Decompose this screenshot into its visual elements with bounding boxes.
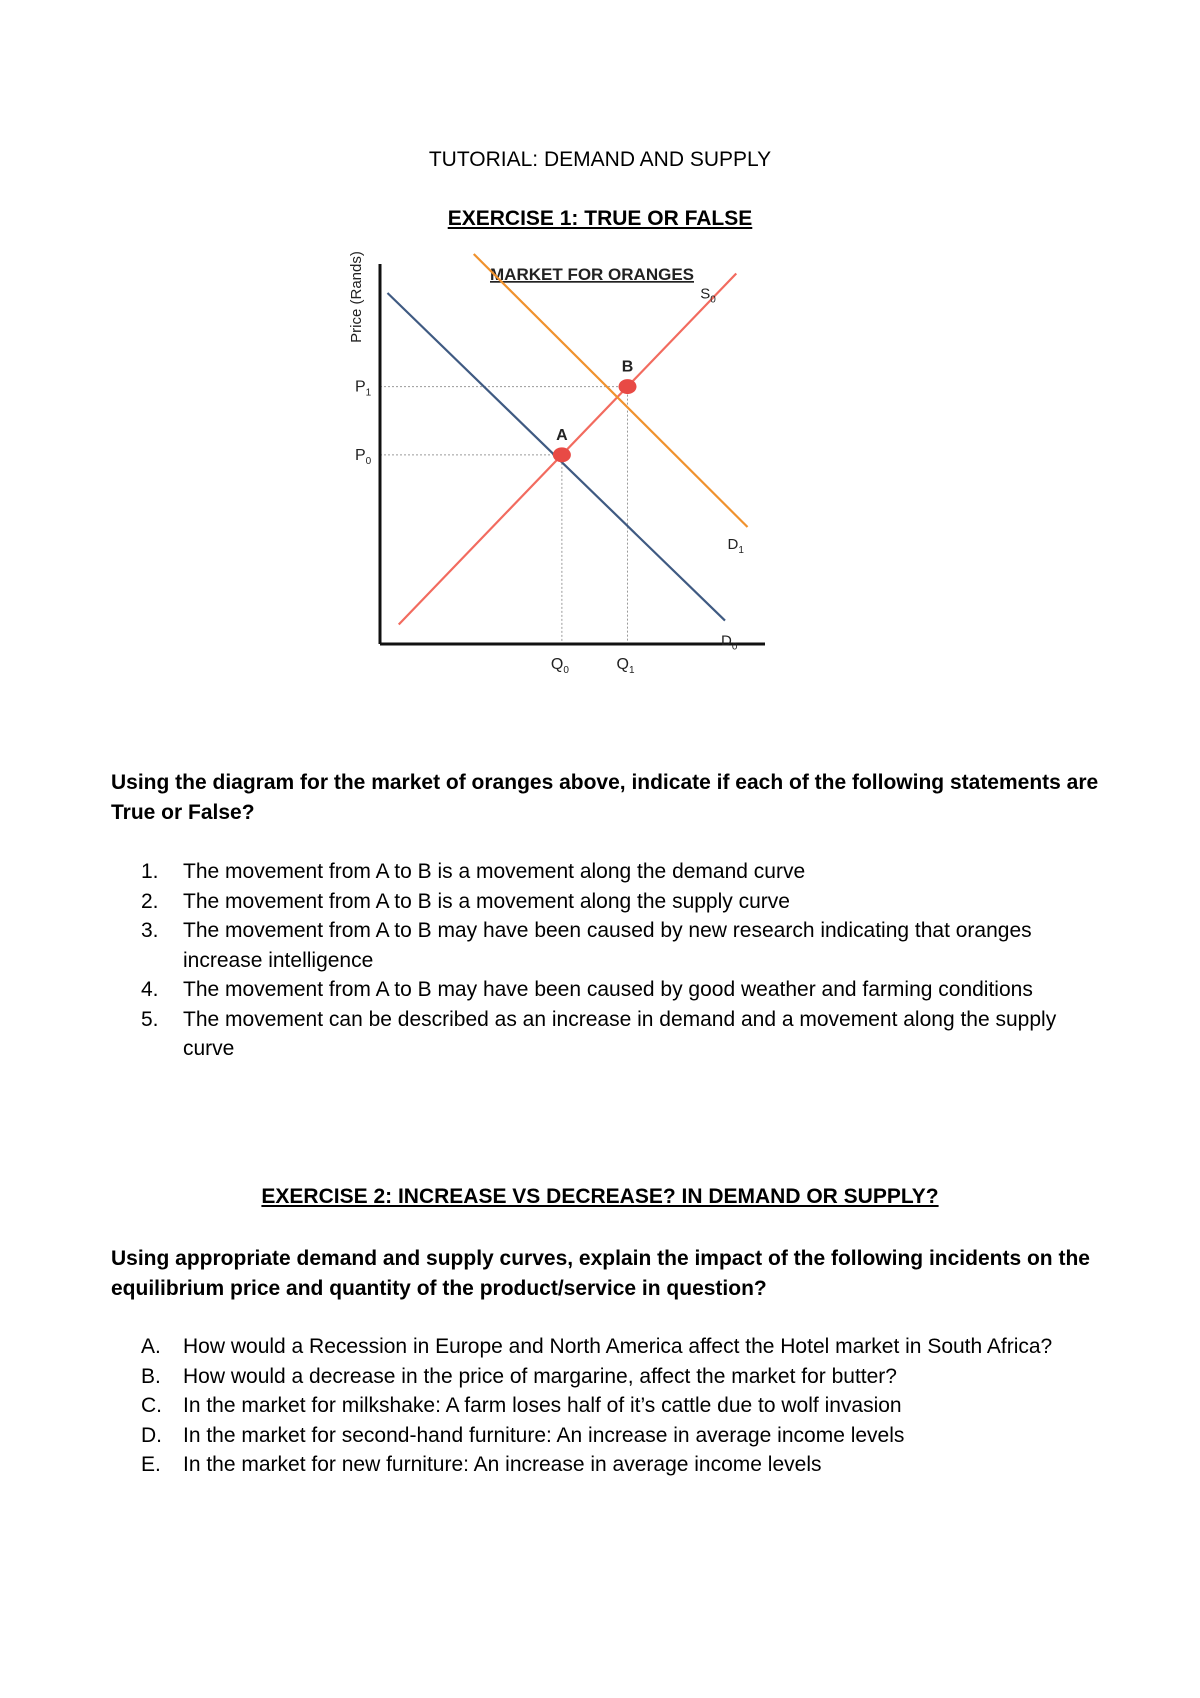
- question-text: The movement from A to B may have been caused by good weather and farming conditions: [183, 978, 1033, 1001]
- question-marker: B.: [141, 1364, 161, 1388]
- y-axis-label: Price (Rands): [348, 251, 365, 343]
- question-text: How would a decrease in the price of margarine, affect the market for butter?: [183, 1364, 897, 1388]
- question-marker: 2.: [141, 889, 159, 913]
- question-marker: 1.: [141, 860, 159, 883]
- question-marker: A.: [141, 1335, 161, 1358]
- curve-label-s0: $S_0$: [700, 285, 716, 306]
- question-item: [111, 1332, 1111, 1362]
- curve-label-d0: $D_0$: [721, 632, 738, 653]
- exercise-2-prompt: Using appropriate demand and supply curves, explain the impact of the following incidents on the equilibrium price and quantity of the product/service in question?: [111, 1247, 1090, 1300]
- question-marker: 4.: [141, 978, 159, 1001]
- question-marker: 5.: [141, 1007, 159, 1031]
- question-text: In the market for second-hand furniture: An increase in average income levels: [183, 1423, 905, 1447]
- page-title: TUTORIAL: DEMAND AND SUPPLY: [428, 148, 772, 171]
- question-text: The movement from A to B may have been caused by new research indicating that oranges increase intelligence: [183, 919, 1032, 972]
- exercise-1-heading: EXERCISE 1: TRUE OR FALSE: [447, 207, 753, 230]
- question-text: How would a Recession in Europe and North America affect the Hotel market in South Africa?: [183, 1335, 1053, 1358]
- question-marker: 3.: [141, 919, 159, 942]
- exercise-2-questions: [111, 1332, 1111, 1480]
- y-tick-p1: $P_1$: [355, 378, 372, 399]
- question-item: [111, 1362, 1111, 1392]
- point-label-a: A: [556, 426, 568, 444]
- question-item: [111, 1450, 1111, 1480]
- question-item: [111, 1005, 1111, 1064]
- question-item: [111, 857, 1111, 887]
- exercise-1-prompt: Using the diagram for the market of oranges above, indicate if each of the following statements are True or False?: [111, 771, 1099, 824]
- chart-title: MARKET FOR ORANGES: [490, 265, 694, 284]
- market-chart: [348, 251, 840, 730]
- equilibrium-point-b: [619, 379, 637, 394]
- question-marker: C.: [141, 1394, 162, 1417]
- equilibrium-point-a: [553, 447, 571, 462]
- question-item: [111, 1421, 1111, 1451]
- question-marker: D.: [141, 1423, 162, 1447]
- exercise-2-heading: EXERCISE 2: INCREASE VS DECREASE? IN DEMAND OR SUPPLY?: [261, 1185, 939, 1208]
- question-text: The movement from A to B is a movement along the demand curve: [183, 860, 806, 883]
- question-marker: E.: [141, 1453, 161, 1476]
- question-item: [111, 916, 1111, 975]
- question-item: [111, 887, 1111, 917]
- exercise-1-questions: [111, 857, 1111, 1064]
- question-text: In the market for milkshake: A farm loses half of it’s cattle due to wolf invasion: [183, 1394, 902, 1417]
- question-text: The movement from A to B is a movement along the supply curve: [183, 889, 790, 913]
- question-text: The movement can be described as an increase in demand and a movement along the supply curve: [183, 1007, 1057, 1060]
- point-label-b: B: [621, 358, 634, 376]
- x-tick-q0: $Q_0$: [550, 656, 569, 676]
- question-item: [111, 975, 1111, 1005]
- question-item: [111, 1391, 1111, 1421]
- curve-label-d1: $D_1$: [727, 536, 744, 556]
- y-tick-p0: $P_0$: [355, 446, 372, 467]
- x-tick-q1: $Q_1$: [616, 656, 635, 676]
- question-text: In the market for new furniture: An increase in average income levels: [183, 1453, 822, 1476]
